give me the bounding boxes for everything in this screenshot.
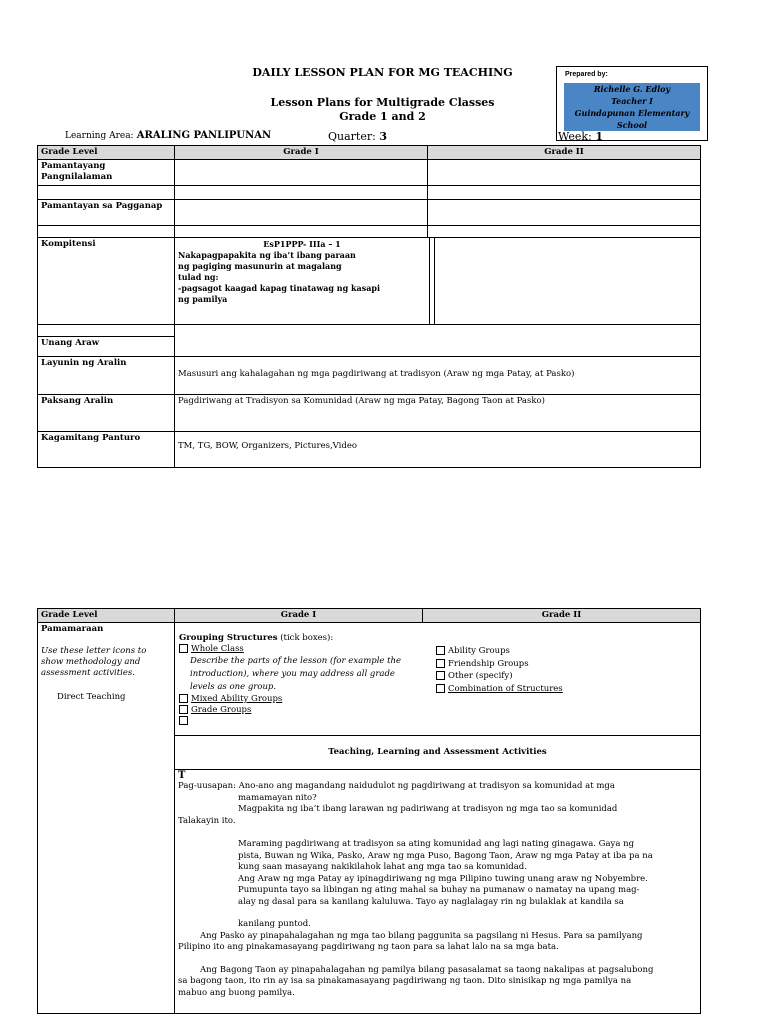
activity-text: Ang Bagong Taon ay pinapahalagahan ng pamilya bilang pasasalamat sa taong nakalipas at pagsalubong: [200, 964, 654, 975]
note-line: assessment activities.: [41, 668, 135, 678]
other-checkbox[interactable]: [436, 671, 445, 680]
page-title: DAILY LESSON PLAN FOR MG TEACHING: [252, 66, 513, 79]
cell-g2[interactable]: [428, 200, 701, 226]
activity-text: pista, Buwan ng Wika, Pasko, Araw ng mga Puso, Bagong Taon, Araw ng mga Patay at iba pa na: [238, 850, 653, 861]
table-row: [38, 432, 701, 468]
teaching-letter-icon: T: [178, 770, 186, 781]
ability-groups-checkbox[interactable]: [436, 646, 445, 655]
activity-text: mabuo ang buong pamilya.: [178, 987, 295, 998]
table-row: [38, 200, 701, 226]
row-label-pamantayang-nilalaman: Pamantayang Pangnilalaman: [38, 160, 175, 186]
table-row: [38, 226, 701, 238]
table-row: [38, 357, 701, 395]
combination-label: Combination of Structures: [448, 683, 563, 694]
blank-checkbox[interactable]: [179, 716, 188, 725]
learning-area: [65, 130, 271, 141]
activity-text: Pilipino ito ang pinakamasayang pagdiriwang ng taon para sa lahat lalo na sa mga bata.: [178, 942, 559, 952]
layunin-value: Masusuri ang kahalagahan ng mga pagdiriwang at tradisyon (Araw ng mga Patay, at Pasko): [178, 369, 575, 379]
kompitensi-cell: [175, 238, 701, 325]
ability-groups-label: Ability Groups: [448, 646, 510, 656]
cell-g2[interactable]: [428, 160, 701, 186]
table-row: [38, 160, 701, 186]
activity-text: Pag-uusapan: Ano-ano ang magandang naidudulot ng pagdiriwang at tradisyon sa komunidad at mga: [178, 781, 615, 791]
kagamitan-cell: [175, 432, 701, 468]
activity-text: Pumupunta tayo sa libingan ng ating mahal sa buhay na pumanaw o namatay na upang mag-: [238, 885, 640, 895]
methodology-table: [37, 608, 701, 1014]
whole-class-label: Whole Class: [191, 644, 244, 654]
use-icons-note: [41, 646, 171, 679]
week-value: 1: [595, 130, 603, 143]
week: [558, 130, 603, 143]
direct-teaching-label: Direct Teaching: [57, 692, 126, 702]
activity-text: mamamayan nito?: [238, 792, 317, 803]
school-name: Guindapunan Elementary School: [574, 108, 690, 130]
lesson-plan-table: [37, 145, 701, 468]
activity-text: Ang Pasko ay pinapahalagahan ng mga tao bilang paggunita sa pagsilang ni Hesus. Para sa pamilyang: [200, 930, 643, 941]
kompitensi-line: ng pagiging masunurin at magalang: [178, 261, 342, 271]
col-grade-2: Grade II: [428, 146, 701, 160]
learning-area-value: ARALING PANLIPUNAN: [136, 130, 272, 141]
whole-desc-line: Describe the parts of the lesson (for example the: [190, 656, 402, 666]
quarter-label: Quarter:: [328, 130, 376, 143]
activity-text: Ang Araw ng mga Patay ay ipinagdiriwang ng mga Pilipino tuwing unang araw ng Nobyembre.: [238, 873, 648, 884]
col-grade-level: Grade Level: [38, 609, 175, 623]
row-label-layunin: Layunin ng Aralin: [38, 357, 175, 395]
whole-desc-line: levels as one group.: [190, 682, 277, 692]
kompitensi-line: ng pamilya: [178, 294, 228, 304]
kagamitan-value: TM, TG, BOW, Organizers, Pictures,Video: [178, 441, 357, 451]
activity-text: Maraming pagdiriwang at tradisyon sa ating komunidad ang lagi nating ginagawa. Gaya ng: [238, 839, 635, 849]
table-row: [38, 186, 701, 200]
table-header-row: [38, 609, 701, 623]
prepared-by-info: [564, 83, 700, 131]
teacher-name: Richelle G. Edloy: [593, 84, 671, 94]
cell-g1[interactable]: [175, 160, 428, 186]
grade-groups-checkbox[interactable]: [179, 705, 188, 714]
table-row: [38, 238, 701, 325]
table-header-row: [38, 146, 701, 160]
activity-text: sa bagong taon, ito rin ay isa sa pinakamasayang pagdiriwang ng taon. Dito sinisikap ng mga pamilya na: [178, 976, 632, 986]
note-line: Use these letter icons to: [41, 646, 147, 656]
layunin-cell: [175, 357, 701, 395]
table-row: [38, 395, 701, 432]
grouping-note: (tick boxes):: [277, 633, 334, 643]
page-subtitle: Lesson Plans for Multigrade Classes: [270, 96, 495, 109]
learning-area-label: Learning Area:: [65, 131, 134, 141]
kompitensi-line: -pagsagot kaagad kapag tinatawag ng kasapi: [178, 283, 381, 293]
activity-text: Talakayin ito.: [178, 815, 236, 826]
mixed-ability-label: Mixed Ability Groups: [191, 694, 283, 704]
activity-text: Magpakita ng iba’t ibang larawan ng padiriwang at tradisyon ng mga tao sa komunidad: [238, 804, 618, 814]
table-row: [38, 623, 701, 736]
row-label-pamantayan-pagganap: Pamantayan sa Pagganap: [38, 200, 175, 226]
teacher-position: Teacher I: [611, 96, 653, 106]
prepared-by-label: Prepared by:: [565, 71, 608, 78]
col-grade-2: Grade II: [423, 609, 701, 623]
quarter: [328, 130, 387, 143]
whole-class-checkbox[interactable]: [179, 644, 188, 653]
grade-groups-label: Grade Groups: [191, 705, 252, 715]
pamamaraan-cell: [38, 623, 175, 1014]
other-label: Other (specify): [448, 671, 513, 681]
combination-checkbox[interactable]: [436, 684, 445, 693]
row-label-kagamitan: Kagamitang Panturo: [38, 432, 175, 468]
friendship-groups-checkbox[interactable]: [436, 659, 445, 668]
grouping-title: Grouping Structures: [179, 633, 278, 643]
whole-desc-line: introduction), where you may address all grade: [190, 669, 395, 679]
week-label: Week:: [558, 130, 592, 143]
row-label-paksa: Paksang Aralin: [38, 395, 175, 432]
quarter-value: 3: [379, 130, 387, 143]
activity-text: kanilang puntod.: [238, 919, 311, 929]
activities-cell: [175, 770, 701, 1014]
kompitensi-code: EsP1PPP- IIIa – 1: [263, 239, 341, 249]
grade-levels: Grade 1 and 2: [339, 110, 426, 123]
mixed-ability-checkbox[interactable]: [179, 694, 188, 703]
cell-g2[interactable]: [435, 238, 700, 324]
col-grade-level: Grade Level: [38, 146, 175, 160]
activity-text: kung saan masayang nakikilahok lahat ang mga tao sa komunidad.: [238, 862, 527, 872]
row-label-kompitensi: Kompitensi: [38, 238, 175, 325]
activity-text: alay ng dasal para sa kanilang kaluluwa. Tayo ay naglalagay rin ng bulaklak at kandila sa: [238, 896, 624, 907]
grouping-cell: [175, 623, 701, 736]
kompitensi-line: tulad ng:: [178, 272, 219, 282]
cell-g1[interactable]: [175, 200, 428, 226]
pamamaraan-label: Pamamaraan: [41, 624, 104, 634]
row-label-unang-araw: Unang Araw: [38, 337, 175, 357]
table-row: [38, 325, 701, 337]
paksa-cell: Pagdiriwang at Tradisyon sa Komunidad (Araw ng mga Patay, Bagong Taon at Pasko): [175, 395, 701, 432]
col-grade-1: Grade I: [175, 609, 423, 623]
note-line: show methodology and: [41, 657, 141, 667]
friendship-groups-label: Friendship Groups: [448, 658, 529, 669]
col-grade-1: Grade I: [175, 146, 428, 160]
tla-title: Teaching, Learning and Assessment Activities: [175, 736, 701, 770]
kompitensi-line: Nakapagpapakita ng iba’t ibang paraan: [178, 250, 356, 260]
